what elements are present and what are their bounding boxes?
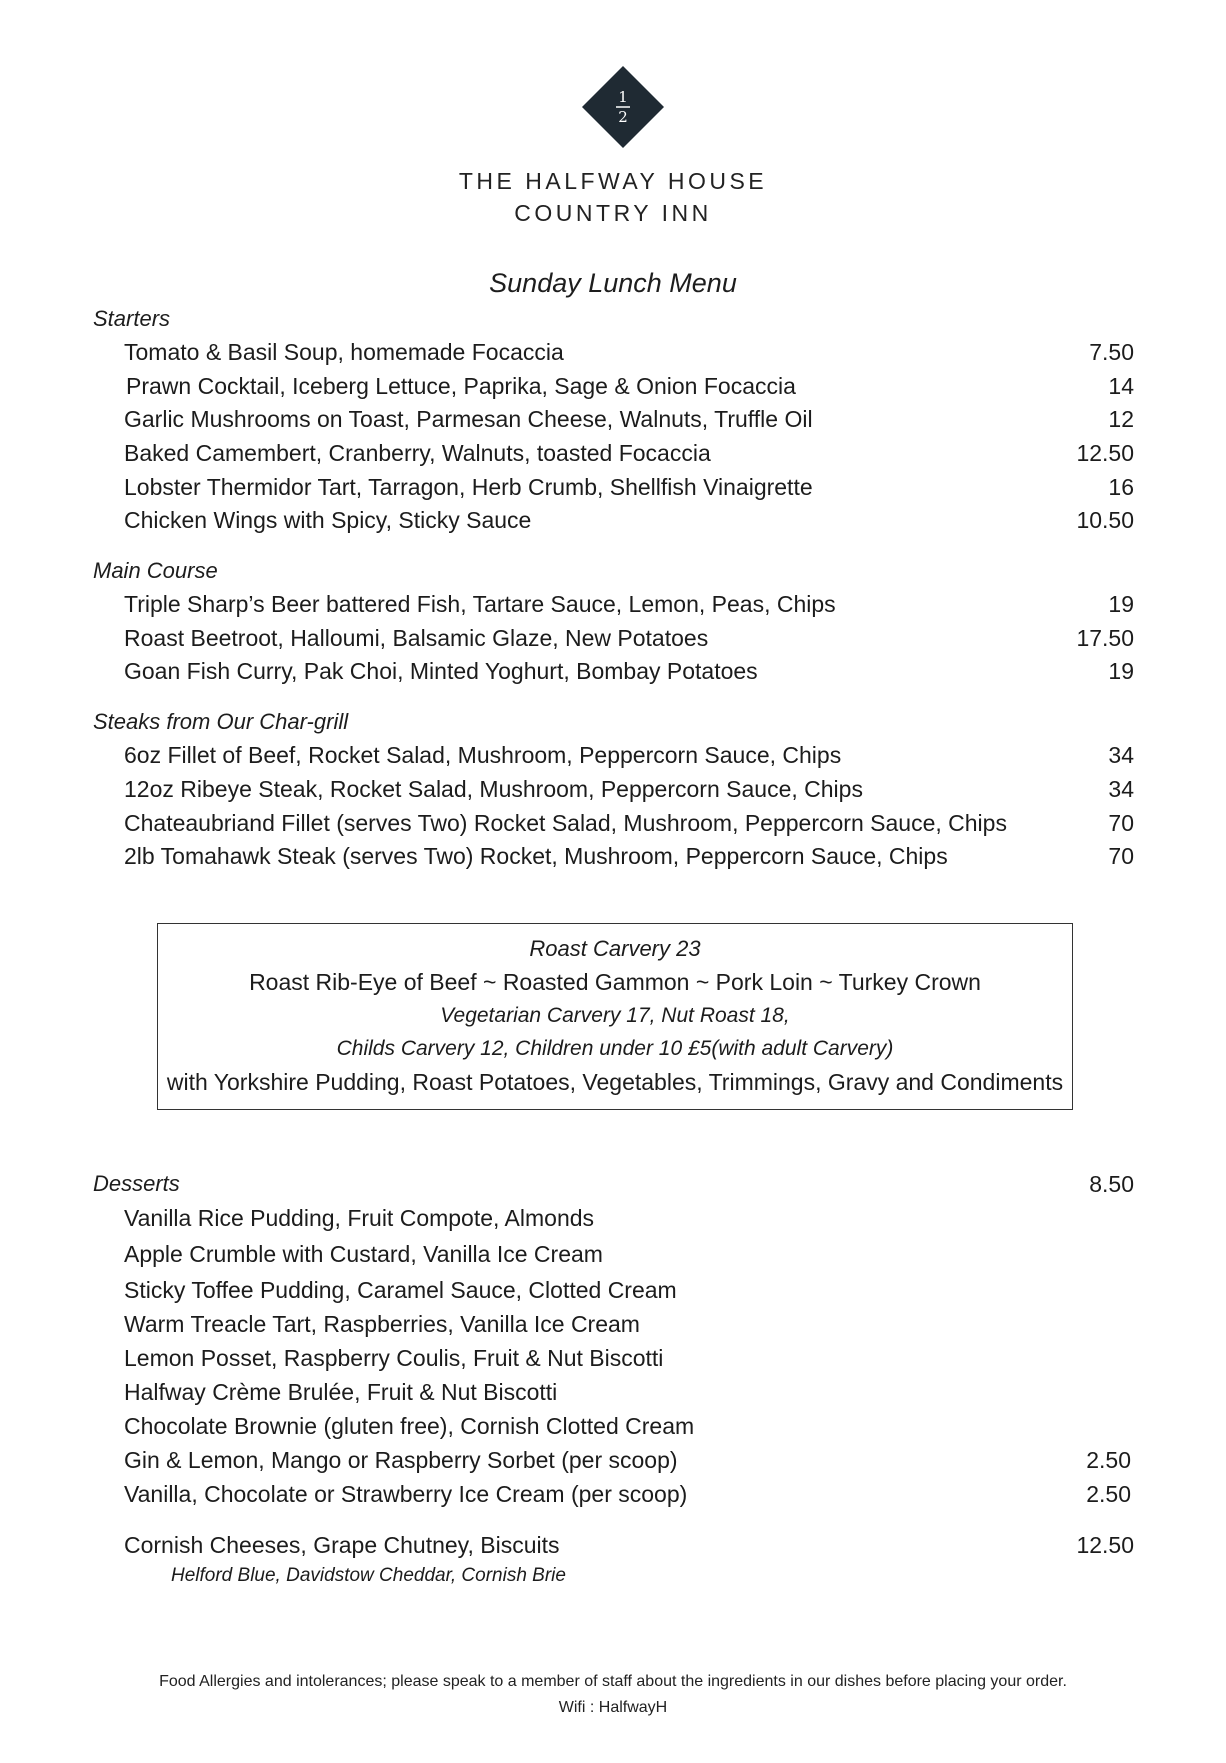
menu-item xyxy=(124,1379,1134,1409)
menu-item-price: 2.50 xyxy=(1086,1447,1131,1473)
section-title-steaks: Steaks from Our Char-grill xyxy=(93,709,349,734)
menu-item-name: Roast Beetroot, Halloumi, Balsamic Glaze, New Potatoes xyxy=(124,625,709,651)
menu-item-name: Chocolate Brownie (gluten free), Cornish Clotted Cream xyxy=(124,1413,695,1439)
menu-item-name: Triple Sharp’s Beer battered Fish, Tartare Sauce, Lemon, Peas, Chips xyxy=(124,591,836,617)
allergy-notice: Food Allergies and intolerances; please speak to a member of staff about the ingredients in our dishes before placing your order. xyxy=(159,1673,1067,1690)
menu-item-name: 6oz Fillet of Beef, Rocket Salad, Mushroom, Peppercorn Sauce, Chips xyxy=(124,742,842,768)
menu-item xyxy=(124,591,1134,621)
carvery-meats: Roast Rib-Eye of Beef ~ Roasted Gammon ~ Pork Loin ~ Turkey Crown xyxy=(249,969,981,995)
logo-denominator: 2 xyxy=(618,108,628,126)
menu-item-price: 17.50 xyxy=(1076,625,1134,651)
menu-item xyxy=(124,776,1134,806)
menu-item-cheese xyxy=(124,1532,1134,1562)
menu-item-name: Prawn Cocktail, Iceberg Lettuce, Paprika, Sage & Onion Focaccia xyxy=(126,373,796,399)
carvery-title: Roast Carvery 23 xyxy=(529,936,701,961)
menu-item-price: 10.50 xyxy=(1076,507,1134,533)
menu-item-name: Apple Crumble with Custard, Vanilla Ice Cream xyxy=(124,1241,603,1267)
diamond-half-fraction-icon xyxy=(580,64,666,150)
menu-item-name: Vanilla Rice Pudding, Fruit Compote, Almonds xyxy=(124,1205,595,1231)
carvery-box xyxy=(157,923,1073,1110)
wifi-info: Wifi : HalfwayH xyxy=(558,1699,668,1716)
menu-item xyxy=(124,658,1134,688)
logo-numerator: 1 xyxy=(618,88,628,106)
menu-item-name: Baked Camembert, Cranberry, Walnuts, toasted Focaccia xyxy=(124,440,711,466)
menu-item xyxy=(124,1277,1134,1307)
menu-item xyxy=(124,1413,1134,1443)
menu-item xyxy=(124,1447,1134,1477)
menu-item-name: Vanilla, Chocolate or Strawberry Ice Cream (per scoop) xyxy=(124,1481,688,1507)
menu-item-name: 2lb Tomahawk Steak (serves Two) Rocket, Mushroom, Peppercorn Sauce, Chips xyxy=(124,843,948,869)
menu-item-price: 2.50 xyxy=(1086,1481,1131,1507)
menu-item-price: 19 xyxy=(1108,591,1134,617)
restaurant-name: THE HALFWAY HOUSE xyxy=(458,168,768,194)
menu-item-name: Cornish Cheeses, Grape Chutney, Biscuits xyxy=(124,1532,560,1558)
menu-item xyxy=(124,474,1134,504)
menu-item-price: 16 xyxy=(1108,474,1134,500)
menu-item-name: Warm Treacle Tart, Raspberries, Vanilla Ice Cream xyxy=(124,1311,640,1337)
menu-item-name: Chicken Wings with Spicy, Sticky Sauce xyxy=(124,507,532,533)
menu-item xyxy=(124,1345,1134,1375)
menu-item-price: 19 xyxy=(1108,658,1134,684)
menu-item-price: 14 xyxy=(1108,373,1134,399)
menu-item-name: Lemon Posset, Raspberry Coulis, Fruit & Nut Biscotti xyxy=(124,1345,664,1371)
menu-item-price: 12.50 xyxy=(1076,440,1134,466)
menu-item-price: 70 xyxy=(1108,810,1134,836)
menu-item xyxy=(124,1481,1134,1511)
menu-item-name: Tomato & Basil Soup, homemade Focaccia xyxy=(124,339,564,365)
menu-item-price: 70 xyxy=(1108,843,1134,869)
menu-item-price: 34 xyxy=(1108,776,1134,802)
menu-item xyxy=(124,742,1134,772)
section-title-main-course: Main Course xyxy=(93,558,218,583)
menu-item xyxy=(124,843,1134,873)
section-title-starters: Starters xyxy=(93,306,171,331)
menu-item-name: Goan Fish Curry, Pak Choi, Minted Yoghurt, Bombay Potatoes xyxy=(124,658,758,684)
cheese-varieties: Helford Blue, Davidstow Cheddar, Cornish Brie xyxy=(171,1565,566,1586)
menu-item xyxy=(124,625,1134,655)
menu-item-price: 12 xyxy=(1108,406,1134,432)
menu-item-name: Halfway Crème Brulée, Fruit & Nut Biscotti xyxy=(124,1379,558,1405)
carvery-vegetarian: Vegetarian Carvery 17, Nut Roast 18, xyxy=(440,1004,790,1027)
menu-item-name: Lobster Thermidor Tart, Tarragon, Herb Crumb, Shellfish Vinaigrette xyxy=(124,474,813,500)
menu-item xyxy=(124,440,1134,470)
menu-title: Sunday Lunch Menu xyxy=(489,268,737,298)
menu-item xyxy=(124,1205,1134,1235)
section-title-desserts: Desserts xyxy=(93,1171,180,1196)
menu-item-name: 12oz Ribeye Steak, Rocket Salad, Mushroom, Peppercorn Sauce, Chips xyxy=(124,776,863,802)
menu-item-name: Sticky Toffee Pudding, Caramel Sauce, Clotted Cream xyxy=(124,1277,677,1303)
menu-item-price: 12.50 xyxy=(1076,1532,1134,1558)
menu-item-price: 34 xyxy=(1108,742,1134,768)
carvery-childs: Childs Carvery 12, Children under 10 £5(with adult Carvery) xyxy=(336,1037,894,1060)
menu-item xyxy=(124,406,1134,436)
menu-item xyxy=(124,339,1134,369)
menu-item-price: 7.50 xyxy=(1089,339,1134,365)
restaurant-subtitle: COUNTRY INN xyxy=(514,200,712,226)
menu-item xyxy=(124,1311,1134,1341)
menu-item xyxy=(124,373,1134,403)
menu-item-name: Chateaubriand Fillet (serves Two) Rocket Salad, Mushroom, Peppercorn Sauce, Chips xyxy=(124,810,1007,836)
desserts-price: 8.50 xyxy=(1089,1171,1134,1197)
menu-item-name: Garlic Mushrooms on Toast, Parmesan Cheese, Walnuts, Truffle Oil xyxy=(124,406,813,432)
carvery-accompaniments: with Yorkshire Pudding, Roast Potatoes, Vegetables, Trimmings, Gravy and Condiments xyxy=(166,1069,1064,1095)
menu-item xyxy=(124,507,1134,537)
menu-item xyxy=(124,1241,1134,1271)
menu-item xyxy=(124,810,1134,840)
menu-item-name: Gin & Lemon, Mango or Raspberry Sorbet (per scoop) xyxy=(124,1447,678,1473)
